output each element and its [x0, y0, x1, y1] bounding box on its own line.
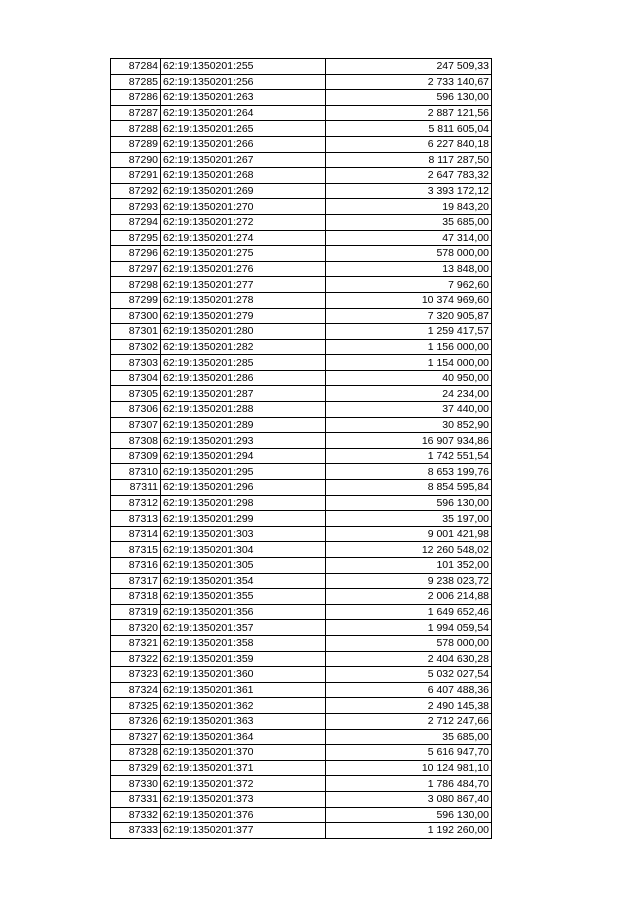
- cadastral-value-cell: 9 238 023,72: [326, 573, 492, 589]
- cadastral-value-cell: 1 156 000,00: [326, 339, 492, 355]
- row-number-cell: 87310: [111, 464, 161, 480]
- row-number-cell: 87305: [111, 386, 161, 402]
- cadastral-number-cell: 62:19:1350201:285: [161, 355, 326, 371]
- table-row: [111, 152, 492, 168]
- cadastral-value-cell: 35 685,00: [326, 214, 492, 230]
- cadastral-value-cell: 35 197,00: [326, 511, 492, 527]
- table-row: [111, 105, 492, 121]
- row-number-cell: 87312: [111, 495, 161, 511]
- cadastral-number-cell: 62:19:1350201:282: [161, 339, 326, 355]
- cadastral-number-cell: 62:19:1350201:295: [161, 464, 326, 480]
- cadastral-value-cell: 5 616 947,70: [326, 745, 492, 761]
- table-row: [111, 168, 492, 184]
- cadastral-value-table: [110, 58, 492, 839]
- cadastral-number-cell: 62:19:1350201:359: [161, 651, 326, 667]
- table-row: [111, 292, 492, 308]
- cadastral-number-cell: 62:19:1350201:276: [161, 261, 326, 277]
- cadastral-value-cell: 10 124 981,10: [326, 760, 492, 776]
- row-number-cell: 87325: [111, 698, 161, 714]
- row-number-cell: 87289: [111, 136, 161, 152]
- row-number-cell: 87309: [111, 448, 161, 464]
- table-row: [111, 59, 492, 75]
- cadastral-value-cell: 16 907 934,86: [326, 433, 492, 449]
- table-row: [111, 246, 492, 262]
- row-number-cell: 87290: [111, 152, 161, 168]
- row-number-cell: 87327: [111, 729, 161, 745]
- table-row: [111, 214, 492, 230]
- cadastral-value-cell: 101 352,00: [326, 558, 492, 574]
- cadastral-number-cell: 62:19:1350201:264: [161, 105, 326, 121]
- row-number-cell: 87294: [111, 214, 161, 230]
- cadastral-value-cell: 1 742 551,54: [326, 448, 492, 464]
- row-number-cell: 87297: [111, 261, 161, 277]
- row-number-cell: 87330: [111, 776, 161, 792]
- cadastral-value-cell: 3 393 172,12: [326, 183, 492, 199]
- table-body: [111, 59, 492, 839]
- cadastral-value-cell: 8 854 595,84: [326, 480, 492, 496]
- table-row: [111, 807, 492, 823]
- cadastral-value-cell: 2 647 783,32: [326, 168, 492, 184]
- cadastral-value-cell: 9 001 421,98: [326, 526, 492, 542]
- cadastral-number-cell: 62:19:1350201:372: [161, 776, 326, 792]
- cadastral-number-cell: 62:19:1350201:286: [161, 370, 326, 386]
- cadastral-number-cell: 62:19:1350201:280: [161, 324, 326, 340]
- row-number-cell: 87301: [111, 324, 161, 340]
- table-row: [111, 682, 492, 698]
- table-row: [111, 370, 492, 386]
- table-row: [111, 558, 492, 574]
- row-number-cell: 87307: [111, 417, 161, 433]
- cadastral-value-cell: 2 712 247,66: [326, 713, 492, 729]
- cadastral-number-cell: 62:19:1350201:358: [161, 635, 326, 651]
- table-row: [111, 495, 492, 511]
- cadastral-value-cell: 596 130,00: [326, 807, 492, 823]
- table-row: [111, 136, 492, 152]
- table-row: [111, 74, 492, 90]
- cadastral-number-cell: 62:19:1350201:277: [161, 277, 326, 293]
- row-number-cell: 87324: [111, 682, 161, 698]
- cadastral-number-cell: 62:19:1350201:355: [161, 589, 326, 605]
- cadastral-number-cell: 62:19:1350201:364: [161, 729, 326, 745]
- row-number-cell: 87291: [111, 168, 161, 184]
- cadastral-value-cell: 24 234,00: [326, 386, 492, 402]
- cadastral-value-cell: 1 154 000,00: [326, 355, 492, 371]
- table-row: [111, 823, 492, 839]
- row-number-cell: 87292: [111, 183, 161, 199]
- table-row: [111, 791, 492, 807]
- row-number-cell: 87285: [111, 74, 161, 90]
- table-row: [111, 667, 492, 683]
- cadastral-value-cell: 5 032 027,54: [326, 667, 492, 683]
- row-number-cell: 87286: [111, 90, 161, 106]
- cadastral-number-cell: 62:19:1350201:357: [161, 620, 326, 636]
- cadastral-number-cell: 62:19:1350201:287: [161, 386, 326, 402]
- table-row: [111, 464, 492, 480]
- row-number-cell: 87323: [111, 667, 161, 683]
- cadastral-value-cell: 596 130,00: [326, 90, 492, 106]
- cadastral-number-cell: 62:19:1350201:377: [161, 823, 326, 839]
- table-row: [111, 729, 492, 745]
- cadastral-number-cell: 62:19:1350201:270: [161, 199, 326, 215]
- cadastral-number-cell: 62:19:1350201:279: [161, 308, 326, 324]
- row-number-cell: 87321: [111, 635, 161, 651]
- table-row: [111, 620, 492, 636]
- cadastral-number-cell: 62:19:1350201:360: [161, 667, 326, 683]
- table-row: [111, 324, 492, 340]
- table-row: [111, 308, 492, 324]
- table-row: [111, 589, 492, 605]
- cadastral-number-cell: 62:19:1350201:269: [161, 183, 326, 199]
- row-number-cell: 87288: [111, 121, 161, 137]
- cadastral-value-cell: 47 314,00: [326, 230, 492, 246]
- cadastral-number-cell: 62:19:1350201:296: [161, 480, 326, 496]
- row-number-cell: 87329: [111, 760, 161, 776]
- row-number-cell: 87313: [111, 511, 161, 527]
- cadastral-value-cell: 35 685,00: [326, 729, 492, 745]
- table-row: [111, 542, 492, 558]
- cadastral-value-cell: 2 006 214,88: [326, 589, 492, 605]
- row-number-cell: 87314: [111, 526, 161, 542]
- cadastral-value-cell: 2 490 145,38: [326, 698, 492, 714]
- row-number-cell: 87316: [111, 558, 161, 574]
- cadastral-number-cell: 62:19:1350201:354: [161, 573, 326, 589]
- cadastral-number-cell: 62:19:1350201:294: [161, 448, 326, 464]
- row-number-cell: 87306: [111, 402, 161, 418]
- cadastral-number-cell: 62:19:1350201:255: [161, 59, 326, 75]
- row-number-cell: 87332: [111, 807, 161, 823]
- cadastral-number-cell: 62:19:1350201:267: [161, 152, 326, 168]
- cadastral-number-cell: 62:19:1350201:376: [161, 807, 326, 823]
- cadastral-number-cell: 62:19:1350201:299: [161, 511, 326, 527]
- cadastral-number-cell: 62:19:1350201:272: [161, 214, 326, 230]
- cadastral-number-cell: 62:19:1350201:305: [161, 558, 326, 574]
- cadastral-value-cell: 1 786 484,70: [326, 776, 492, 792]
- cadastral-value-cell: 8 653 199,76: [326, 464, 492, 480]
- row-number-cell: 87302: [111, 339, 161, 355]
- cadastral-number-cell: 62:19:1350201:289: [161, 417, 326, 433]
- row-number-cell: 87304: [111, 370, 161, 386]
- table-row: [111, 183, 492, 199]
- table-row: [111, 635, 492, 651]
- cadastral-value-cell: 40 950,00: [326, 370, 492, 386]
- cadastral-value-cell: 12 260 548,02: [326, 542, 492, 558]
- cadastral-number-cell: 62:19:1350201:373: [161, 791, 326, 807]
- cadastral-value-cell: 1 259 417,57: [326, 324, 492, 340]
- row-number-cell: 87293: [111, 199, 161, 215]
- table-row: [111, 745, 492, 761]
- row-number-cell: 87317: [111, 573, 161, 589]
- cadastral-number-cell: 62:19:1350201:268: [161, 168, 326, 184]
- table-row: [111, 448, 492, 464]
- cadastral-value-cell: 1 192 260,00: [326, 823, 492, 839]
- table-row: [111, 121, 492, 137]
- cadastral-value-cell: 19 843,20: [326, 199, 492, 215]
- cadastral-number-cell: 62:19:1350201:263: [161, 90, 326, 106]
- cadastral-value-cell: 7 320 905,87: [326, 308, 492, 324]
- table-row: [111, 651, 492, 667]
- cadastral-number-cell: 62:19:1350201:278: [161, 292, 326, 308]
- row-number-cell: 87319: [111, 604, 161, 620]
- table-row: [111, 261, 492, 277]
- cadastral-value-cell: 6 407 488,36: [326, 682, 492, 698]
- cadastral-number-cell: 62:19:1350201:371: [161, 760, 326, 776]
- table-row: [111, 604, 492, 620]
- cadastral-number-cell: 62:19:1350201:274: [161, 230, 326, 246]
- cadastral-number-cell: 62:19:1350201:362: [161, 698, 326, 714]
- row-number-cell: 87299: [111, 292, 161, 308]
- cadastral-value-cell: 30 852,90: [326, 417, 492, 433]
- cadastral-number-cell: 62:19:1350201:304: [161, 542, 326, 558]
- row-number-cell: 87331: [111, 791, 161, 807]
- table-row: [111, 573, 492, 589]
- cadastral-value-cell: 5 811 605,04: [326, 121, 492, 137]
- cadastral-value-cell: 596 130,00: [326, 495, 492, 511]
- cadastral-number-cell: 62:19:1350201:363: [161, 713, 326, 729]
- cadastral-number-cell: 62:19:1350201:288: [161, 402, 326, 418]
- cadastral-value-cell: 1 649 652,46: [326, 604, 492, 620]
- cadastral-value-cell: 3 080 867,40: [326, 791, 492, 807]
- table-row: [111, 526, 492, 542]
- cadastral-value-cell: 37 440,00: [326, 402, 492, 418]
- cadastral-value-cell: 247 509,33: [326, 59, 492, 75]
- cadastral-number-cell: 62:19:1350201:266: [161, 136, 326, 152]
- cadastral-value-cell: 10 374 969,60: [326, 292, 492, 308]
- cadastral-value-cell: 8 117 287,50: [326, 152, 492, 168]
- table-row: [111, 713, 492, 729]
- row-number-cell: 87322: [111, 651, 161, 667]
- row-number-cell: 87333: [111, 823, 161, 839]
- cadastral-number-cell: 62:19:1350201:370: [161, 745, 326, 761]
- table-row: [111, 355, 492, 371]
- cadastral-number-cell: 62:19:1350201:256: [161, 74, 326, 90]
- row-number-cell: 87318: [111, 589, 161, 605]
- cadastral-value-cell: 2 887 121,56: [326, 105, 492, 121]
- cadastral-number-cell: 62:19:1350201:265: [161, 121, 326, 137]
- row-number-cell: 87311: [111, 480, 161, 496]
- row-number-cell: 87298: [111, 277, 161, 293]
- table-row: [111, 760, 492, 776]
- row-number-cell: 87320: [111, 620, 161, 636]
- row-number-cell: 87303: [111, 355, 161, 371]
- table-row: [111, 402, 492, 418]
- table-row: [111, 386, 492, 402]
- table-row: [111, 277, 492, 293]
- cadastral-value-cell: 1 994 059,54: [326, 620, 492, 636]
- row-number-cell: 87295: [111, 230, 161, 246]
- row-number-cell: 87284: [111, 59, 161, 75]
- row-number-cell: 87328: [111, 745, 161, 761]
- table-row: [111, 480, 492, 496]
- row-number-cell: 87287: [111, 105, 161, 121]
- table-row: [111, 776, 492, 792]
- table-row: [111, 339, 492, 355]
- table-row: [111, 230, 492, 246]
- table-row: [111, 433, 492, 449]
- row-number-cell: 87308: [111, 433, 161, 449]
- cadastral-number-cell: 62:19:1350201:361: [161, 682, 326, 698]
- row-number-cell: 87300: [111, 308, 161, 324]
- row-number-cell: 87326: [111, 713, 161, 729]
- table-row: [111, 417, 492, 433]
- cadastral-number-cell: 62:19:1350201:275: [161, 246, 326, 262]
- cadastral-value-cell: 7 962,60: [326, 277, 492, 293]
- cadastral-value-cell: 578 000,00: [326, 635, 492, 651]
- cadastral-value-cell: 6 227 840,18: [326, 136, 492, 152]
- table-row: [111, 199, 492, 215]
- cadastral-value-cell: 13 848,00: [326, 261, 492, 277]
- cadastral-number-cell: 62:19:1350201:303: [161, 526, 326, 542]
- cadastral-value-cell: 2 733 140,67: [326, 74, 492, 90]
- table-row: [111, 698, 492, 714]
- row-number-cell: 87315: [111, 542, 161, 558]
- cadastral-number-cell: 62:19:1350201:356: [161, 604, 326, 620]
- cadastral-number-cell: 62:19:1350201:293: [161, 433, 326, 449]
- cadastral-number-cell: 62:19:1350201:298: [161, 495, 326, 511]
- cadastral-value-cell: 2 404 630,28: [326, 651, 492, 667]
- cadastral-value-cell: 578 000,00: [326, 246, 492, 262]
- table-row: [111, 511, 492, 527]
- table-row: [111, 90, 492, 106]
- row-number-cell: 87296: [111, 246, 161, 262]
